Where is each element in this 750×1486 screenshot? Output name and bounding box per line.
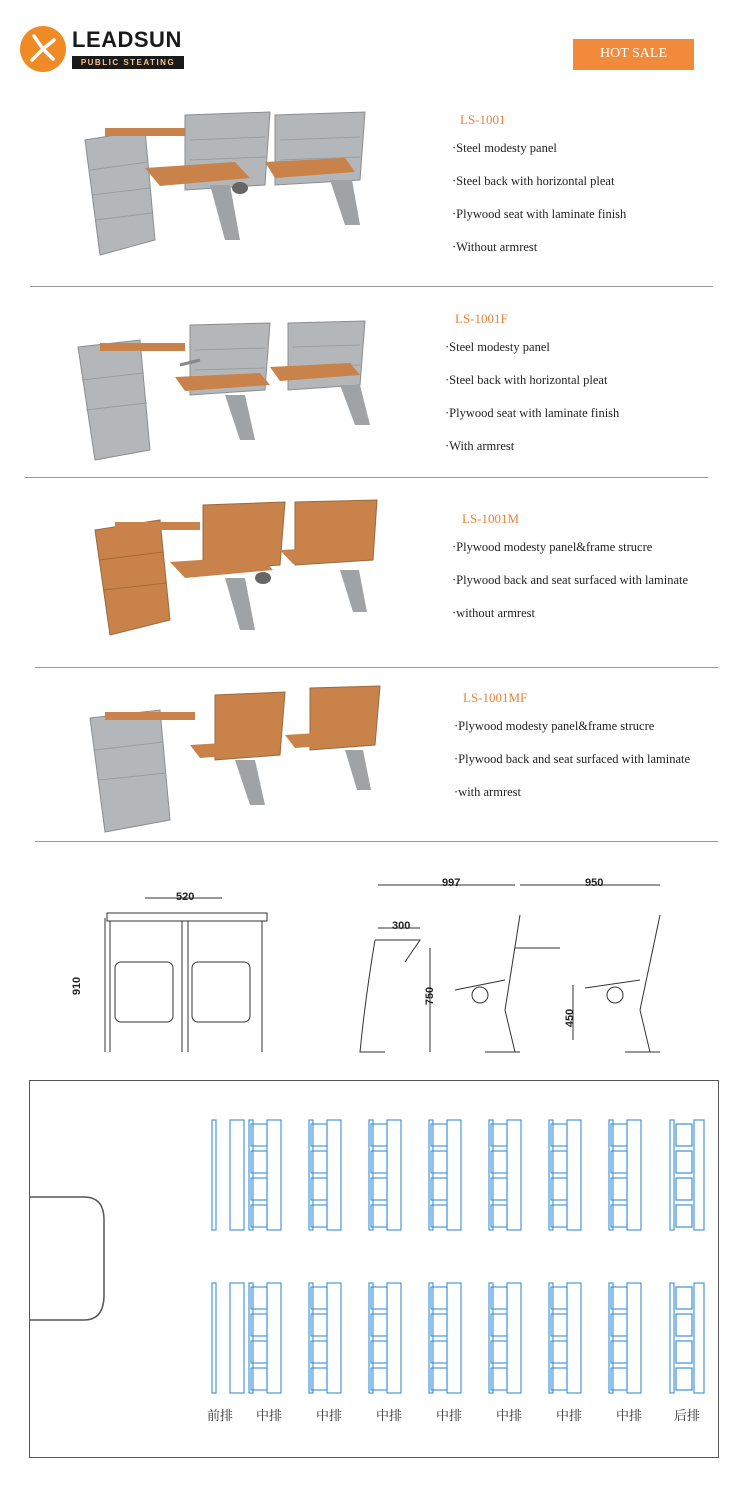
seat-back xyxy=(670,1120,674,1230)
row-label: 中排 xyxy=(436,1409,463,1424)
feature-text: ·Steel modesty panel xyxy=(452,141,557,155)
feature-text: ·Plywood modesty panel&frame strucre xyxy=(452,540,653,554)
seat xyxy=(676,1287,692,1309)
feature-text: ·Plywood modesty panel&frame strucre xyxy=(454,719,655,733)
brand-logo-icon xyxy=(20,26,66,72)
feature-text: ·Plywood seat with laminate finish xyxy=(445,406,620,420)
desk-bar xyxy=(694,1283,704,1393)
desk-bar xyxy=(567,1120,581,1230)
seat xyxy=(676,1314,692,1336)
product-image-ls-1001f xyxy=(60,305,420,470)
desk-bar xyxy=(387,1283,401,1393)
model-ls-1001: LS-1001 xyxy=(460,112,506,127)
dim-height: 910 xyxy=(71,976,84,996)
desk-bar xyxy=(694,1120,704,1230)
seat xyxy=(676,1205,692,1227)
seat-back xyxy=(212,1120,216,1230)
desk-bar xyxy=(567,1283,581,1393)
section-divider xyxy=(35,841,718,842)
row-label: 中排 xyxy=(556,1409,583,1424)
seat xyxy=(676,1341,692,1363)
section-divider xyxy=(30,286,713,287)
desk-bar xyxy=(627,1120,641,1230)
dim-seat-height: 450 xyxy=(564,1008,577,1028)
chair-illustration-wood-arm xyxy=(90,686,380,832)
seat xyxy=(676,1124,692,1146)
brand-tagline: PUBLIC STEATING xyxy=(72,56,184,69)
product-image-ls-1001mf xyxy=(75,680,415,840)
desk-bar xyxy=(387,1120,401,1230)
dim-depth-a: 997 xyxy=(442,877,461,889)
row-label: 前排 xyxy=(207,1409,234,1424)
row-label: 后排 xyxy=(674,1409,701,1424)
seat xyxy=(676,1314,692,1336)
feature-text: ·Steel modesty panel xyxy=(445,340,550,354)
seat xyxy=(676,1287,692,1309)
seat-back xyxy=(670,1283,674,1393)
chair-illustration-steel-arm xyxy=(78,321,370,460)
desk-bar xyxy=(327,1283,341,1393)
seat xyxy=(676,1178,692,1200)
desk-bar xyxy=(447,1283,461,1393)
desk-bar xyxy=(267,1120,281,1230)
seat xyxy=(676,1151,692,1173)
feature-text: ·With armrest xyxy=(445,439,515,453)
seat xyxy=(676,1124,692,1146)
chair-illustration-steel xyxy=(85,112,365,255)
desk-bar xyxy=(230,1120,244,1230)
feature-text: ·Steel back with horizontal pleat xyxy=(452,174,615,188)
desk-bar xyxy=(327,1120,341,1230)
seat xyxy=(676,1368,692,1390)
stage-outline xyxy=(29,1195,109,1325)
feature-text: ·with armrest xyxy=(454,785,521,799)
brand-name: LEADSUN xyxy=(72,27,182,52)
section-divider xyxy=(25,477,708,478)
feature-text: ·Plywood back and seat surfaced with laminate xyxy=(454,752,691,766)
section-divider xyxy=(35,667,718,668)
feature-text: ·Plywood back and seat surfaced with laminate xyxy=(452,573,689,587)
model-ls-1001f: LS-1001F xyxy=(455,311,508,326)
seat xyxy=(676,1341,692,1363)
seat xyxy=(676,1205,692,1227)
dimension-drawings xyxy=(60,880,740,1060)
seat xyxy=(676,1368,692,1390)
row-label: 中排 xyxy=(316,1409,343,1424)
feature-text: ·Without armrest xyxy=(452,240,538,254)
seat-back xyxy=(212,1283,216,1393)
desk-bar xyxy=(507,1283,521,1393)
seat xyxy=(676,1151,692,1173)
dim-desk-height: 750 xyxy=(424,986,437,1006)
desk-bar xyxy=(447,1120,461,1230)
row-label: 中排 xyxy=(496,1409,523,1424)
row-label: 中排 xyxy=(616,1409,643,1424)
row-label: 中排 xyxy=(376,1409,403,1424)
dim-depth-b: 950 xyxy=(585,877,604,889)
product-image-ls-1001m xyxy=(85,490,405,655)
row-label: 中排 xyxy=(256,1409,283,1424)
product-image-ls-1001 xyxy=(60,100,420,275)
desk-bar xyxy=(267,1283,281,1393)
seat xyxy=(676,1178,692,1200)
model-ls-1001m: LS-1001M xyxy=(462,511,520,526)
feature-text: ·without armrest xyxy=(452,606,535,620)
model-ls-1001mf: LS-1001MF xyxy=(463,690,528,705)
seating-plan xyxy=(200,1115,715,1405)
hot-sale-badge[interactable]: HOT SALE xyxy=(573,39,694,70)
desk-bar xyxy=(230,1283,244,1393)
feature-text: ·Steel back with horizontal pleat xyxy=(445,373,608,387)
dim-width: 520 xyxy=(176,891,195,903)
desk-bar xyxy=(627,1283,641,1393)
feature-text: ·Plywood seat with laminate finish xyxy=(452,207,627,221)
dim-desk: 300 xyxy=(392,920,411,932)
desk-bar xyxy=(507,1120,521,1230)
chair-illustration-wood xyxy=(95,500,377,635)
